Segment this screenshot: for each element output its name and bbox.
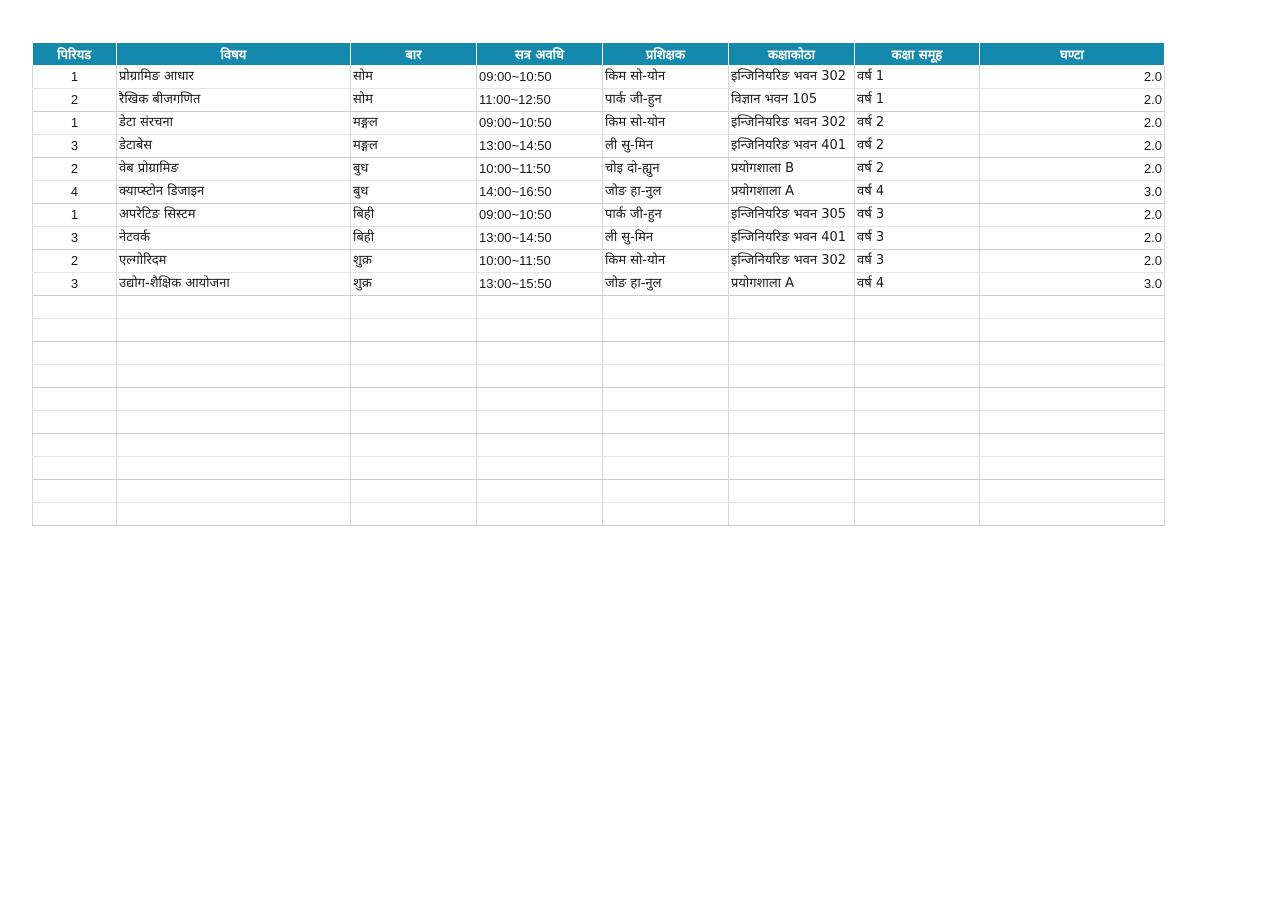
header-room[interactable]: कक्षाकोठा	[729, 43, 855, 66]
empty-row	[33, 342, 1165, 365]
cell-session[interactable]: 10:00~11:50	[477, 158, 603, 181]
header-group[interactable]: कक्षा समूह	[855, 43, 980, 66]
empty-cell[interactable]	[729, 411, 855, 434]
table-row	[33, 66, 1165, 89]
empty-cell[interactable]	[603, 434, 729, 457]
empty-cell[interactable]	[33, 319, 117, 342]
empty-cell[interactable]	[980, 457, 1165, 480]
cell-period[interactable]: 3	[33, 227, 117, 250]
empty-cell[interactable]	[351, 434, 477, 457]
cell-day[interactable]: मङ्गल	[351, 135, 477, 158]
table-row	[33, 89, 1165, 112]
empty-cell[interactable]	[117, 503, 351, 526]
empty-cell[interactable]	[33, 480, 117, 503]
cell-instructor[interactable]: पार्क जी-हुन	[603, 204, 729, 227]
empty-cell[interactable]	[477, 342, 603, 365]
cell-instructor[interactable]: जोङ हा-नुल	[603, 181, 729, 204]
cell-instructor[interactable]: किम सो-योन	[603, 66, 729, 89]
empty-cell[interactable]	[117, 457, 351, 480]
cell-group[interactable]: वर्ष 4	[855, 273, 980, 296]
cell-session[interactable]: 11:00~12:50	[477, 89, 603, 112]
cell-period[interactable]: 4	[33, 181, 117, 204]
empty-cell[interactable]	[351, 365, 477, 388]
cell-period[interactable]: 3	[33, 273, 117, 296]
empty-cell[interactable]	[477, 388, 603, 411]
empty-cell[interactable]	[477, 411, 603, 434]
empty-cell[interactable]	[351, 388, 477, 411]
table-row	[33, 135, 1165, 158]
empty-cell[interactable]	[117, 296, 351, 319]
cell-hours[interactable]: 2.0	[980, 135, 1165, 158]
cell-instructor[interactable]: किम सो-योन	[603, 112, 729, 135]
table-row	[33, 112, 1165, 135]
header-instructor[interactable]: प्रशिक्षक	[603, 43, 729, 66]
empty-cell[interactable]	[117, 411, 351, 434]
cell-period[interactable]: 3	[33, 135, 117, 158]
empty-cell[interactable]	[980, 434, 1165, 457]
empty-cell[interactable]	[729, 388, 855, 411]
table-row	[33, 227, 1165, 250]
empty-row	[33, 411, 1165, 434]
cell-instructor[interactable]: पार्क जी-हुन	[603, 89, 729, 112]
table-row	[33, 273, 1165, 296]
cell-day[interactable]: सोम	[351, 66, 477, 89]
cell-subject[interactable]: उद्योग-शैक्षिक आयोजना	[117, 273, 351, 296]
cell-hours[interactable]: 2.0	[980, 204, 1165, 227]
empty-cell[interactable]	[980, 319, 1165, 342]
empty-cell[interactable]	[603, 342, 729, 365]
empty-cell[interactable]	[855, 480, 980, 503]
empty-cell[interactable]	[855, 296, 980, 319]
empty-cell[interactable]	[729, 319, 855, 342]
empty-row	[33, 365, 1165, 388]
empty-cell[interactable]	[855, 342, 980, 365]
cell-group[interactable]: वर्ष 3	[855, 227, 980, 250]
table-body	[33, 66, 1165, 526]
empty-cell[interactable]	[855, 411, 980, 434]
cell-subject[interactable]: अपरेटिङ सिस्टम	[117, 204, 351, 227]
cell-day[interactable]: बुध	[351, 181, 477, 204]
empty-cell[interactable]	[603, 457, 729, 480]
cell-room[interactable]: इन्जिनियरिङ भवन 302	[729, 66, 855, 89]
empty-row	[33, 319, 1165, 342]
empty-cell[interactable]	[980, 480, 1165, 503]
empty-cell[interactable]	[729, 296, 855, 319]
empty-cell[interactable]	[117, 365, 351, 388]
empty-cell[interactable]	[33, 434, 117, 457]
cell-hours[interactable]: 2.0	[980, 250, 1165, 273]
header-subject[interactable]: विषय	[117, 43, 351, 66]
empty-cell[interactable]	[33, 296, 117, 319]
table-row	[33, 204, 1165, 227]
cell-session[interactable]: 09:00~10:50	[477, 204, 603, 227]
empty-cell[interactable]	[603, 411, 729, 434]
cell-session[interactable]: 13:00~14:50	[477, 135, 603, 158]
cell-session[interactable]: 13:00~15:50	[477, 273, 603, 296]
empty-cell[interactable]	[477, 503, 603, 526]
cell-period[interactable]: 1	[33, 112, 117, 135]
cell-room[interactable]: प्रयोगशाला A	[729, 181, 855, 204]
empty-cell[interactable]	[33, 503, 117, 526]
empty-cell[interactable]	[855, 434, 980, 457]
empty-row	[33, 480, 1165, 503]
empty-cell[interactable]	[33, 365, 117, 388]
cell-room[interactable]: इन्जिनियरिङ भवन 305	[729, 204, 855, 227]
empty-cell[interactable]	[477, 434, 603, 457]
cell-hours[interactable]: 2.0	[980, 89, 1165, 112]
empty-cell[interactable]	[117, 319, 351, 342]
empty-cell[interactable]	[603, 296, 729, 319]
cell-period[interactable]: 2	[33, 89, 117, 112]
empty-cell[interactable]	[603, 503, 729, 526]
header-period[interactable]: पिरियड	[33, 43, 117, 66]
cell-group[interactable]: वर्ष 1	[855, 66, 980, 89]
empty-cell[interactable]	[980, 296, 1165, 319]
cell-period[interactable]: 2	[33, 158, 117, 181]
cell-hours[interactable]: 3.0	[980, 181, 1165, 204]
cell-subject[interactable]: क्याप्स्टोन डिजाइन	[117, 181, 351, 204]
header-hours[interactable]: घण्टा	[980, 43, 1165, 66]
cell-group[interactable]: वर्ष 2	[855, 158, 980, 181]
cell-day[interactable]: बिही	[351, 204, 477, 227]
empty-cell[interactable]	[351, 503, 477, 526]
empty-cell[interactable]	[117, 388, 351, 411]
table-row	[33, 250, 1165, 273]
cell-subject[interactable]: प्रोग्रामिङ आधार	[117, 66, 351, 89]
cell-instructor[interactable]: ली सु-मिन	[603, 227, 729, 250]
empty-cell[interactable]	[980, 388, 1165, 411]
cell-room[interactable]: इन्जिनियरिङ भवन 302	[729, 250, 855, 273]
empty-cell[interactable]	[117, 434, 351, 457]
table-row	[33, 181, 1165, 204]
cell-subject[interactable]: एल्गोरिदम	[117, 250, 351, 273]
cell-day[interactable]: मङ्गल	[351, 112, 477, 135]
cell-session[interactable]: 09:00~10:50	[477, 112, 603, 135]
empty-cell[interactable]	[855, 319, 980, 342]
cell-group[interactable]: वर्ष 1	[855, 89, 980, 112]
cell-room[interactable]: प्रयोगशाला B	[729, 158, 855, 181]
cell-hours[interactable]: 2.0	[980, 227, 1165, 250]
cell-room[interactable]: प्रयोगशाला A	[729, 273, 855, 296]
empty-cell[interactable]	[603, 480, 729, 503]
empty-cell[interactable]	[477, 319, 603, 342]
empty-row	[33, 388, 1165, 411]
cell-day[interactable]: बुध	[351, 158, 477, 181]
empty-cell[interactable]	[351, 319, 477, 342]
empty-cell[interactable]	[33, 342, 117, 365]
cell-room[interactable]: इन्जिनियरिङ भवन 302	[729, 112, 855, 135]
cell-group[interactable]: वर्ष 2	[855, 135, 980, 158]
cell-hours[interactable]: 2.0	[980, 158, 1165, 181]
header-session[interactable]: सत्र अवधि	[477, 43, 603, 66]
timetable	[32, 43, 1165, 526]
cell-room[interactable]: विज्ञान भवन 105	[729, 89, 855, 112]
cell-session[interactable]: 09:00~10:50	[477, 66, 603, 89]
empty-row	[33, 434, 1165, 457]
empty-cell[interactable]	[117, 480, 351, 503]
empty-cell[interactable]	[729, 342, 855, 365]
cell-session[interactable]: 14:00~16:50	[477, 181, 603, 204]
cell-room[interactable]: इन्जिनियरिङ भवन 401	[729, 227, 855, 250]
empty-cell[interactable]	[729, 365, 855, 388]
empty-cell[interactable]	[855, 388, 980, 411]
cell-room[interactable]: इन्जिनियरिङ भवन 401	[729, 135, 855, 158]
empty-cell[interactable]	[980, 342, 1165, 365]
cell-subject[interactable]: डेटा संरचना	[117, 112, 351, 135]
cell-session[interactable]: 13:00~14:50	[477, 227, 603, 250]
cell-group[interactable]: वर्ष 2	[855, 112, 980, 135]
empty-cell[interactable]	[603, 365, 729, 388]
empty-cell[interactable]	[477, 457, 603, 480]
empty-cell[interactable]	[980, 411, 1165, 434]
cell-subject[interactable]: डेटाबेस	[117, 135, 351, 158]
cell-period[interactable]: 1	[33, 204, 117, 227]
empty-cell[interactable]	[351, 457, 477, 480]
empty-cell[interactable]	[33, 457, 117, 480]
empty-cell[interactable]	[980, 365, 1165, 388]
cell-period[interactable]: 2	[33, 250, 117, 273]
cell-group[interactable]: वर्ष 3	[855, 250, 980, 273]
header-day[interactable]: बार	[351, 43, 477, 66]
cell-instructor[interactable]: ली सु-मिन	[603, 135, 729, 158]
empty-row	[33, 296, 1165, 319]
cell-group[interactable]: वर्ष 3	[855, 204, 980, 227]
empty-cell[interactable]	[477, 480, 603, 503]
cell-subject[interactable]: रैखिक बीजगणित	[117, 89, 351, 112]
empty-cell[interactable]	[351, 411, 477, 434]
cell-session[interactable]: 10:00~11:50	[477, 250, 603, 273]
empty-cell[interactable]	[855, 503, 980, 526]
empty-cell[interactable]	[729, 503, 855, 526]
empty-cell[interactable]	[729, 457, 855, 480]
empty-cell[interactable]	[351, 480, 477, 503]
empty-row	[33, 457, 1165, 480]
table-row	[33, 158, 1165, 181]
empty-cell[interactable]	[603, 388, 729, 411]
empty-cell[interactable]	[980, 503, 1165, 526]
empty-cell[interactable]	[855, 457, 980, 480]
header-row	[33, 43, 1165, 66]
cell-day[interactable]: शुक्र	[351, 273, 477, 296]
empty-cell[interactable]	[477, 365, 603, 388]
cell-hours[interactable]: 2.0	[980, 66, 1165, 89]
cell-hours[interactable]: 2.0	[980, 112, 1165, 135]
cell-subject[interactable]: वेब प्रोग्रामिङ	[117, 158, 351, 181]
cell-instructor[interactable]: जोङ हा-नुल	[603, 273, 729, 296]
cell-period[interactable]: 1	[33, 66, 117, 89]
cell-instructor[interactable]: किम सो-योन	[603, 250, 729, 273]
empty-cell[interactable]	[33, 411, 117, 434]
empty-row	[33, 503, 1165, 526]
cell-subject[interactable]: नेटवर्क	[117, 227, 351, 250]
empty-cell[interactable]	[729, 434, 855, 457]
empty-cell[interactable]	[351, 342, 477, 365]
cell-hours[interactable]: 3.0	[980, 273, 1165, 296]
empty-cell[interactable]	[855, 365, 980, 388]
empty-cell[interactable]	[729, 480, 855, 503]
empty-cell[interactable]	[33, 388, 117, 411]
cell-day[interactable]: बिही	[351, 227, 477, 250]
empty-cell[interactable]	[603, 319, 729, 342]
cell-instructor[interactable]: चोइ दो-ह्युन	[603, 158, 729, 181]
empty-cell[interactable]	[351, 296, 477, 319]
cell-group[interactable]: वर्ष 4	[855, 181, 980, 204]
cell-day[interactable]: सोम	[351, 89, 477, 112]
cell-day[interactable]: शुक्र	[351, 250, 477, 273]
empty-cell[interactable]	[117, 342, 351, 365]
empty-cell[interactable]	[477, 296, 603, 319]
